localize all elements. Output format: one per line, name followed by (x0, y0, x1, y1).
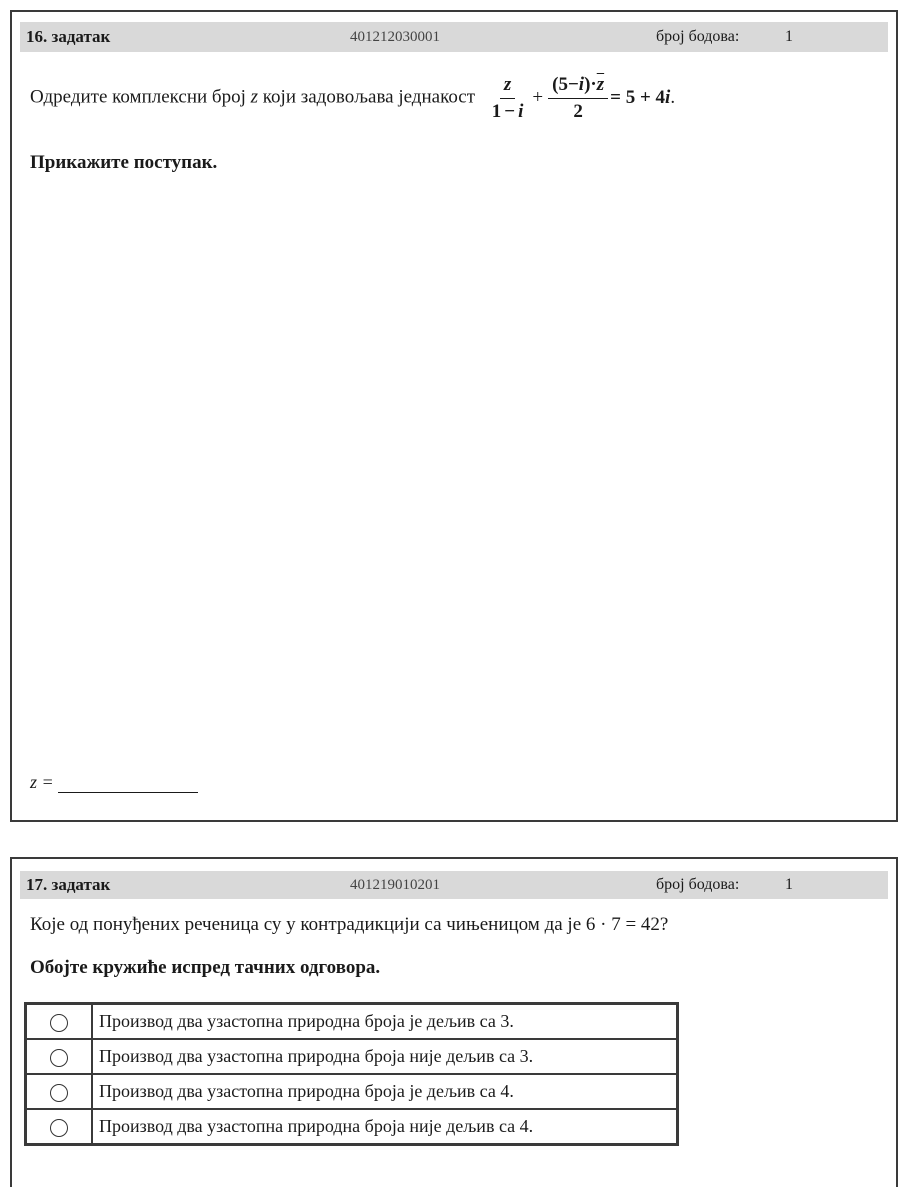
task-17-options-table (24, 1002, 679, 1146)
option-row (26, 1004, 677, 1039)
task-17-instruction: Обојте кружиће испред тачних одговора. (30, 957, 381, 978)
rhs-period: . (670, 87, 676, 109)
rhs-value: = 5 + 4 (610, 87, 666, 109)
task-17-header (20, 871, 888, 899)
option-4-radio[interactable] (50, 1119, 68, 1137)
task-16-answer-label: z = (30, 772, 54, 792)
option-1-circle-cell[interactable] (26, 1004, 92, 1039)
task-16-question-prefix: Одредите комплексни број (30, 86, 246, 108)
fraction-1 (488, 74, 528, 123)
task-17-number: 17. задатак (26, 875, 111, 894)
option-3-radio[interactable] (50, 1084, 68, 1102)
rhs-i: i (665, 87, 671, 109)
rhs (610, 87, 670, 109)
task-16-points-value: 1 (785, 28, 793, 45)
option-2-circle-cell[interactable] (26, 1039, 92, 1074)
option-4-circle-cell[interactable] (26, 1109, 92, 1144)
task-16-header (20, 22, 888, 52)
option-row (26, 1074, 677, 1109)
task-16-points-label: број бодова: (656, 28, 740, 45)
task-16-question-var: z (250, 86, 259, 108)
task-16-instruction: Прикажите поступак. (30, 152, 218, 173)
den-minus: − (504, 100, 516, 122)
task-16-question-suffix: који задовољава једнакост (262, 86, 476, 108)
fraction-2-numerator (548, 74, 608, 99)
option-3-circle-cell[interactable] (26, 1074, 92, 1109)
task-17-points-label: број бодова: (656, 876, 740, 893)
option-row (26, 1039, 677, 1074)
num-i: i (578, 74, 585, 95)
fraction-2 (548, 74, 608, 123)
option-row (26, 1109, 677, 1144)
option-1-text: Производ два узастопна природна броја је дељив са 3. (92, 1004, 677, 1039)
task-17-question: Које од понуђених реченица су у контрадикцији са чињеницом да је 6 · 7 = 42? (30, 914, 669, 935)
task-16-question (30, 74, 878, 123)
task-17-points-value: 1 (785, 876, 793, 893)
fraction-2-denominator: 2 (573, 100, 583, 122)
task-16-number: 16. задатак (26, 27, 111, 46)
fraction-1-numerator: z (500, 74, 515, 99)
option-2-radio[interactable] (50, 1049, 68, 1067)
num-paren: (5− (552, 74, 579, 95)
task-16-answer-field[interactable] (58, 774, 198, 793)
option-1-radio[interactable] (50, 1014, 68, 1032)
option-4-text: Производ два узастопна природна броја није дељив са 4. (92, 1109, 677, 1144)
num-dot: )· (584, 74, 597, 95)
option-2-text: Производ два узастопна природна броја није дељив са 3. (92, 1039, 677, 1074)
task-17-code: 401219010201 (350, 877, 440, 893)
plus-sign: + (532, 87, 544, 109)
task-17-box (10, 857, 898, 1187)
den-i: i (518, 100, 524, 122)
task-16-code: 401212030001 (350, 29, 440, 45)
task-16-answer (30, 772, 198, 793)
task-16-box (10, 10, 898, 822)
den-1: 1 (491, 100, 502, 122)
num-z-conjugate: $\overline{z}$ (596, 74, 605, 95)
task-16-equation (486, 74, 675, 123)
fraction-1-denominator (488, 99, 528, 123)
option-3-text: Производ два узастопна природна броја је дељив са 4. (92, 1074, 677, 1109)
